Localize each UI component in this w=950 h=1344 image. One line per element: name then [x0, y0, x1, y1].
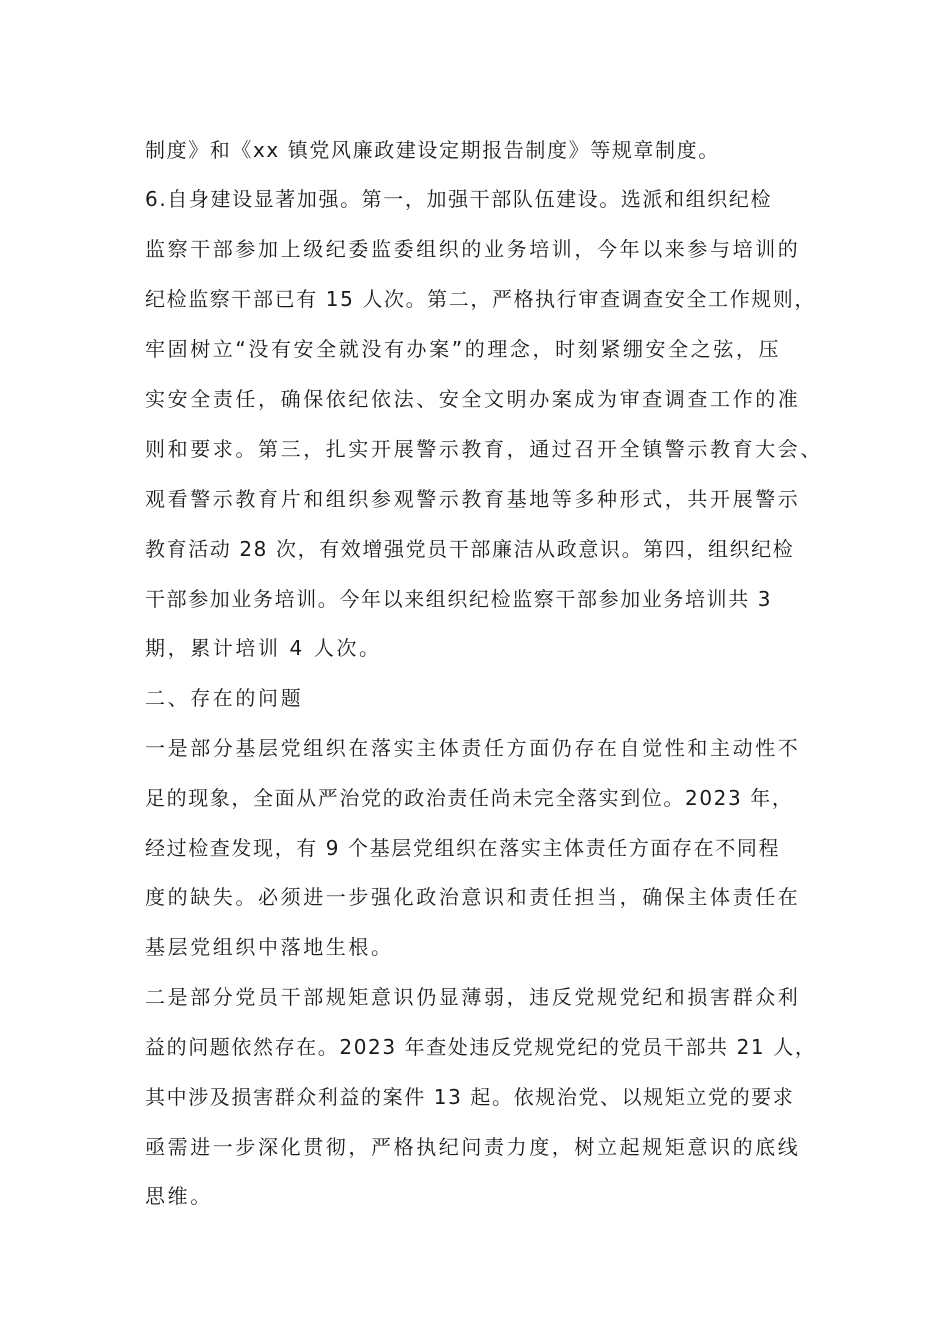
text-line-5: 牢固树立“没有安全就没有办案”的理念，时刻紧绷安全之弦，压 — [145, 337, 782, 361]
text-line-21: 亟需进一步深化贯彻，严格执纪问责力度，树立起规矩意识的底线 — [145, 1135, 801, 1159]
text-line-3: 监察干部参加上级纪委监委组织的业务培训，今年以来参与培训的 — [145, 237, 801, 261]
text-line-16: 度的缺失。必须进一步强化政治意识和责任担当，确保主体责任在 — [145, 885, 801, 909]
text-line-15: 经过检查发现，有 9 个基层党组织在落实主体责任方面存在不同程 — [145, 836, 781, 860]
text-line-13: 一是部分基层党组织在落实主体责任方面仍存在自觉性和主动性不 — [145, 736, 801, 760]
section-heading: 二、存在的问题 — [145, 686, 304, 710]
text-line-9: 教育活动 28 次，有效增强党员干部廉洁从政意识。第四，组织纪检 — [145, 537, 795, 561]
text-line-7: 则和要求。第三，扎实开展警示教育，通过召开全镇警示教育大会、 — [145, 437, 823, 461]
text-line-10: 干部参加业务培训。今年以来组织纪检监察干部参加业务培训共 3 — [145, 587, 773, 611]
text-line-17: 基层党组织中落地生根。 — [145, 935, 394, 959]
text-line-6: 实安全责任，确保依纪依法、安全文明办案成为审查调查工作的准 — [145, 387, 801, 411]
text-line-22: 思维。 — [145, 1184, 213, 1208]
text-line-14: 足的现象，全面从严治党的政治责任尚未完全落实到位。2023 年， — [145, 786, 794, 810]
text-line-8: 观看警示教育片和组织参观警示教育基地等多种形式，共开展警示 — [145, 487, 801, 511]
text-line-1: 制度》和《xx 镇党风廉政建设定期报告制度》等规章制度。 — [145, 138, 720, 162]
text-line-20: 其中涉及损害群众利益的案件 13 起。依规治党、以规矩立党的要求 — [145, 1085, 795, 1109]
text-line-19: 益的问题依然存在。2023 年查处违反党规党纪的党员干部共 21 人， — [145, 1035, 817, 1059]
text-line-4: 纪检监察干部已有 15 人次。第二，严格执行审查调查安全工作规则， — [145, 287, 816, 311]
text-line-11: 期，累计培训 4 人次。 — [145, 636, 382, 660]
text-line-2: 6.自身建设显著加强。第一，加强干部队伍建设。选派和组织纪检 — [145, 187, 773, 211]
text-line-18: 二是部分党员干部规矩意识仍显薄弱，违反党规党纪和损害群众利 — [145, 985, 801, 1009]
